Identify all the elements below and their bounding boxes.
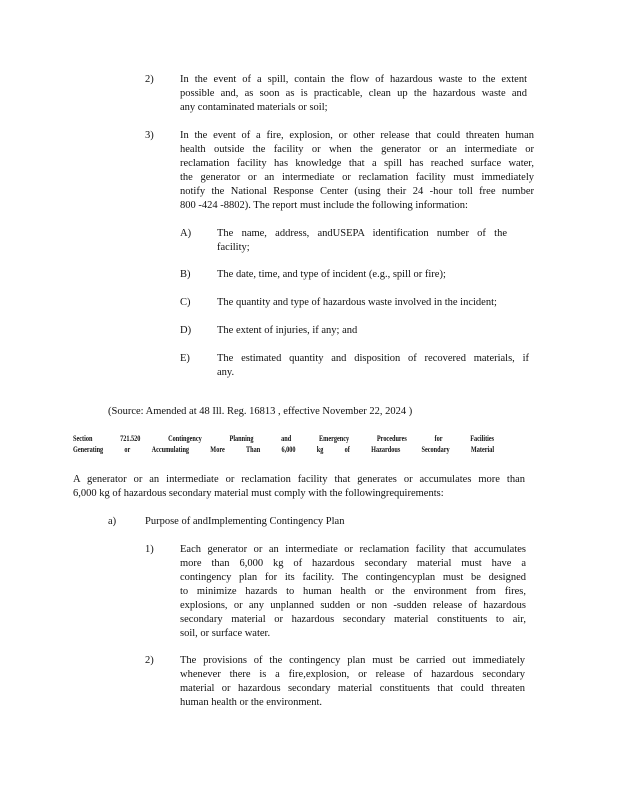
text-line: reclamation facility has knowledge that a spill has reached surface water, xyxy=(180,158,534,169)
heading-word: 6,000 xyxy=(281,445,296,454)
text-line: explosions, or any unplanned sudden or non -sudden release of hazardous xyxy=(180,600,526,611)
text-line: The estimated quantity and disposition of recovered materials, if xyxy=(217,353,529,364)
sub-item-label: B) xyxy=(180,269,191,280)
a-item-2-text xyxy=(180,654,525,710)
text-line: In the event of a spill, contain the flow of hazardous waste to the extent xyxy=(180,74,527,85)
sub-item-label: D) xyxy=(180,325,192,336)
heading-word: for xyxy=(434,434,443,443)
heading-word: Than xyxy=(246,445,261,454)
text-line: to minimize hazards to human health or the environment from fires, xyxy=(180,586,526,597)
item-number: 1) xyxy=(145,544,154,555)
source-note xyxy=(108,405,448,419)
item-number: 2) xyxy=(145,655,154,666)
item-number: 3) xyxy=(145,130,154,141)
text-line: material or hazardous secondary material constituents that could threaten xyxy=(180,683,525,694)
heading-word: Section xyxy=(73,434,93,443)
sub-item-text xyxy=(217,296,532,310)
a-item-1-text xyxy=(180,543,526,641)
text-line: soil, or surface water. xyxy=(180,628,271,639)
source-note-text: (Source: Amended at 48 Ill. Reg. 16813 , effective November 22, 2024 ) xyxy=(108,406,413,417)
heading-word: or xyxy=(124,445,131,454)
sub-item-text xyxy=(217,268,507,282)
text-line: possible and, as soon as is practicable, clean up the hazardous waste and xyxy=(180,88,527,99)
section-heading xyxy=(73,433,494,455)
heading-word: Planning xyxy=(229,434,254,443)
item-number: 2) xyxy=(145,74,154,85)
heading-word: More xyxy=(210,445,225,454)
heading-word: Procedures xyxy=(376,434,407,443)
text-line: more than 6,000 kg of hazardous secondary material must have a xyxy=(180,558,526,569)
text-line: A generator or an intermediate or reclamation facility that generates or accumulates more than xyxy=(73,474,525,485)
text-line: The date, time, and type of incident (e.g., spill or fire); xyxy=(217,269,446,280)
heading-word: Secondary xyxy=(421,445,450,454)
text-line: any. xyxy=(217,367,235,378)
text-line: In the event of a fire, explosion, or other release that could threaten human xyxy=(180,130,534,141)
heading-word: kg xyxy=(316,445,324,454)
text-line: secondary material or hazardous secondary material constituents to air, xyxy=(180,614,526,625)
section-intro xyxy=(73,473,525,501)
heading-word: 721.520 xyxy=(120,434,141,443)
item-2-text xyxy=(180,73,527,115)
subsection-label: a) xyxy=(108,516,117,527)
heading-word: Generating xyxy=(73,445,104,454)
sub-item-label: A) xyxy=(180,228,192,239)
heading-word: Accumulating xyxy=(151,445,190,454)
heading-word: Emergency xyxy=(318,434,350,443)
heading-word: of xyxy=(344,445,350,454)
heading-word: Hazardous xyxy=(371,445,401,454)
sub-item-label: E) xyxy=(180,353,190,364)
text-line: Each generator or an intermediate or reclamation facility that accumulates xyxy=(180,544,526,555)
text-line: 6,000 kg of hazardous secondary material must comply with the followingrequirements: xyxy=(73,488,444,499)
heading-word: Facilities xyxy=(470,434,495,443)
text-line: facility; xyxy=(217,242,250,253)
text-line: The name, address, andUSEPA identification number of the xyxy=(217,228,507,239)
text-line: the generator or an intermediate or reclamation facility must immediately xyxy=(180,172,534,183)
sub-item-text xyxy=(217,324,507,338)
text-line: The provisions of the contingency plan must be carried out immediately xyxy=(180,655,525,666)
heading-word: Material xyxy=(470,445,495,454)
text-line: contingency plan for its facility. The contingencyplan must be designed xyxy=(180,572,526,583)
heading-word: Contingency xyxy=(168,434,202,443)
text-line: any contaminated materials or soil; xyxy=(180,102,328,113)
text-line: notify the National Response Center (using their 24 -hour toll free number xyxy=(180,186,534,197)
section-heading-row-2 xyxy=(73,444,494,455)
section-heading-row-1 xyxy=(73,433,494,444)
sub-item-label: C) xyxy=(180,297,191,308)
subsection-title xyxy=(145,515,385,529)
item-3-text xyxy=(180,129,534,213)
text-line: health outside the facility or when the generator or an intermediate or xyxy=(180,144,534,155)
text-line: The extent of injuries, if any; and xyxy=(217,325,358,336)
text-line: human health or the environment. xyxy=(180,697,323,708)
sub-item-text xyxy=(217,227,507,255)
sub-item-text xyxy=(217,352,529,380)
heading-word: and xyxy=(281,434,292,443)
text-line: 800 -424 -8802). The report must include the following information: xyxy=(180,200,468,211)
subsection-title-text: Purpose of andImplementing Contingency Plan xyxy=(145,516,345,527)
text-line: The quantity and type of hazardous waste involved in the incident; xyxy=(217,297,497,308)
text-line: whenever there is a fire,explosion, or release of hazardous secondary xyxy=(180,669,525,680)
